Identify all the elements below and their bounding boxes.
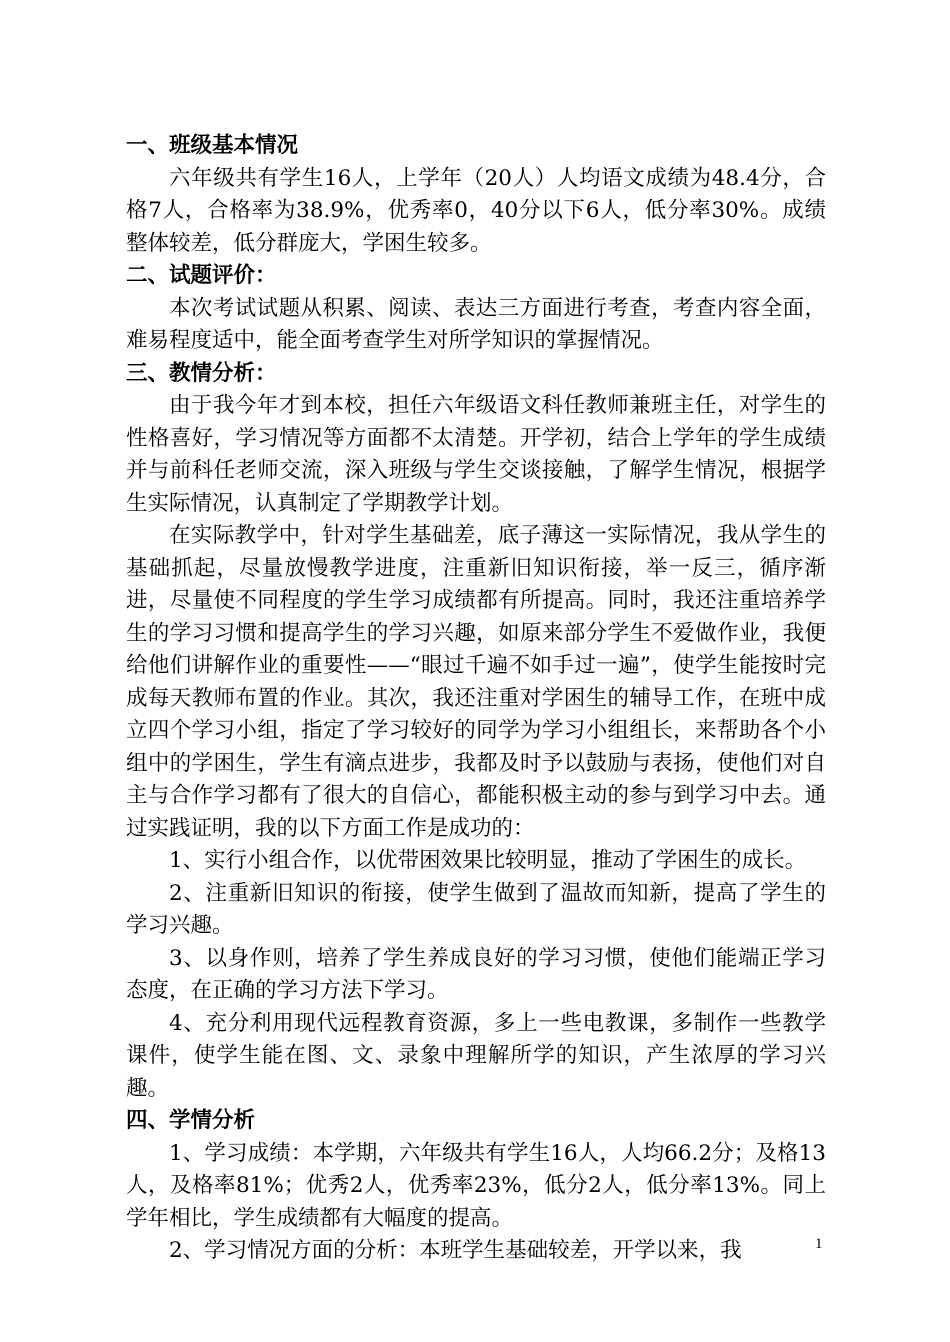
paragraph: 在实际教学中，针对学生基础差，底子薄这一实际情况，我从学生的基础抓起，尽量放慢教学进度，注重新旧知识衔接，举一反三，循序渐进，尽量使不同程度的学生学习成绩都有所提高。同时，我还注重培养学生的学习习惯和提高学生的学习兴趣，如原来部分学生不爱做作业，我便给他们讲解作业的重要性——“眼过千遍不如手过一遍”，使学生能按时完成每天教师布置的作业。其次，我还注重对学困生的辅导工作，在班中成立四个学习小组，指定了学习较好的同学为学习小组组长，来帮助各个小组中的学困生，学生有滴点进步，我都及时予以鼓励与表扬，使他们对自主与合作学习都有了很大的自信心，都能积极主动的参与到学习中去。通过实践证明，我的以下方面工作是成功的： [126,523,826,841]
paragraph: 六年级共有学生16人，上学年（20人）人均语文成绩为48.4分，合格7人，合格率为38.9%，优秀率0，40分以下6人，低分率30%。成绩整体较差，低分群庞大，学困生较多。 [126,165,826,256]
list-item: 3、以身作则，培养了学生养成良好的学习习惯，使他们能端正学习态度，在正确的学习方法下学习。 [126,945,826,1003]
section-heading-exam-evaluation: 二、试题评价： [126,263,277,288]
document-body [126,130,826,1268]
section-heading-class-info: 一、班级基本情况 [126,133,299,158]
list-item: 4、充分利用现代远程教育资源，多上一些电教课，多制作一些教学课件，使学生能在图、文、录象中理解所学的知识，产生浓厚的学习兴趣。 [126,1010,826,1101]
section-heading-teaching-analysis: 三、教情分析： [126,360,277,386]
section-heading-learning-analysis: 四、学情分析 [126,1108,256,1133]
page-number: 1 [815,1236,823,1252]
list-item: 2、学习情况方面的分析：本班学生基础较差，开学以来，我 [169,1238,742,1263]
paragraph: 本次考试试题从积累、阅读、表达三方面进行考查，考查内容全面，难易程度适中，能全面考查学生对所学知识的掌握情况。 [126,295,826,353]
list-item: 1、学习成绩：本学期，六年级共有学生16人，人均66.2分；及格13人，及格率81%；优秀2人，优秀率23%，低分2人，低分率13%。同上学年相比，学生成绩都有大幅度的提高。 [126,1140,826,1231]
list-item: 2、注重新旧知识的衔接，使学生做到了温故而知新，提高了学生的学习兴趣。 [126,880,826,938]
paragraph: 由于我今年才到本校，担任六年级语文科任教师兼班主任，对学生的性格喜好，学习情况等方面都不太清楚。开学初，结合上学年的学生成绩并与前科任老师交流，深入班级与学生交谈接触，了解学生情况，根据学生实际情况，认真制定了学期教学计划。 [126,393,826,516]
list-item: 1、实行小组合作，以优带困效果比较明显，推动了学困生的成长。 [169,848,807,873]
